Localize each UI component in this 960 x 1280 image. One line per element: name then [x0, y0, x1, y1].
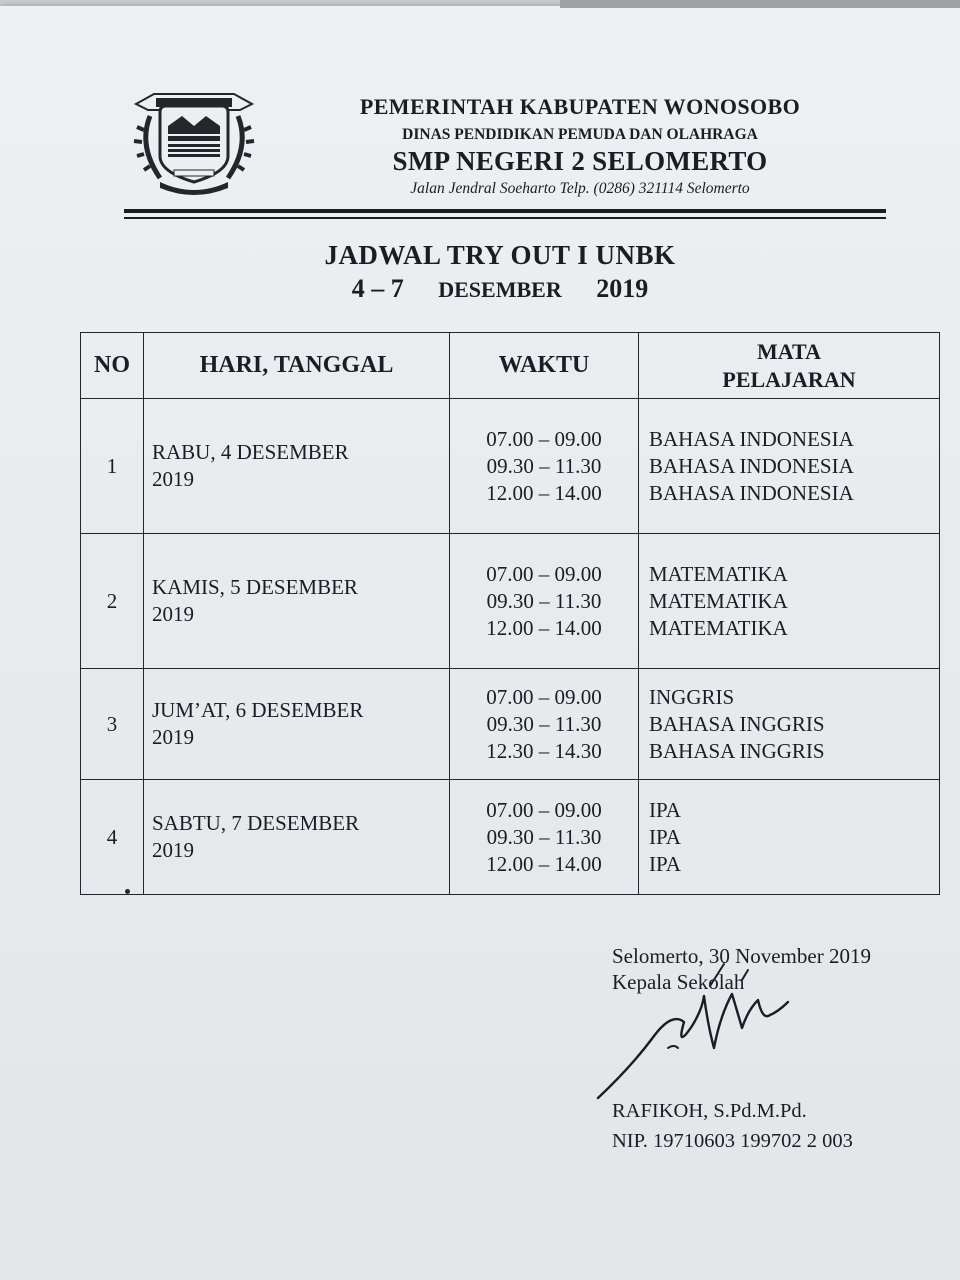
- row-number: 4: [81, 780, 144, 895]
- date-range-days: 4 – 7: [351, 274, 404, 303]
- row-number: 3: [81, 669, 144, 780]
- column-header-no: NO: [81, 333, 144, 399]
- letterhead-department: DINAS PENDIDIKAN PEMUDA DAN OLAHRAGA: [402, 126, 758, 143]
- table-row: [81, 780, 940, 895]
- row-day-date: SABTU, 7 DESEMBER 2019: [144, 780, 450, 895]
- letterhead-government: PEMERINTAH KABUPATEN WONOSOBO: [359, 94, 801, 119]
- background-strip: [560, 0, 960, 8]
- date-range-year: 2019: [596, 274, 649, 303]
- column-header-time: WAKTU: [450, 333, 639, 399]
- row-subjects: INGGRIS BAHASA INGGRIS BAHASA INGGRIS: [639, 669, 940, 780]
- column-header-subject: MATA PELAJARAN: [639, 333, 940, 399]
- document-date-range: [250, 274, 750, 304]
- row-subjects: MATEMATIKA MATEMATIKA MATEMATIKA: [639, 534, 940, 669]
- signatory-name: RAFIKOH, S.Pd.M.Pd.: [612, 1100, 807, 1122]
- row-day-date: KAMIS, 5 DESEMBER 2019: [144, 534, 450, 669]
- row-subjects: IPA IPA IPA: [639, 780, 940, 895]
- letterhead-school-name: SMP NEGERI 2 SELOMERTO: [392, 146, 768, 176]
- regency-emblem-icon: [130, 86, 258, 198]
- letterhead-divider-thick: [124, 209, 886, 213]
- signature-place-date: Selomerto, 30 November 2019: [612, 944, 871, 968]
- signature-position: Kepala Sekolah: [612, 970, 745, 994]
- row-day-date: RABU, 4 DESEMBER 2019: [144, 399, 450, 534]
- row-day-date: JUM’AT, 6 DESEMBER 2019: [144, 669, 450, 780]
- row-times: 07.00 – 09.00 09.30 – 11.30 12.30 – 14.30: [450, 669, 639, 780]
- table-row: [81, 669, 940, 780]
- signatory-nip: NIP. 19710603 199702 2 003: [612, 1130, 853, 1152]
- row-number: 1: [81, 399, 144, 534]
- letterhead-address: Jalan Jendral Soeharto Telp. (0286) 321114 Selomerto: [410, 180, 750, 197]
- column-header-day-date: HARI, TANGGAL: [144, 333, 450, 399]
- row-times: 07.00 – 09.00 09.30 – 11.30 12.00 – 14.00: [450, 534, 639, 669]
- row-times: 07.00 – 09.00 09.30 – 11.30 12.00 – 14.00: [450, 780, 639, 895]
- schedule-table: [80, 332, 940, 895]
- row-subjects: BAHASA INDONESIA BAHASA INDONESIA BAHASA INDONESIA: [639, 399, 940, 534]
- document-page: [0, 6, 960, 1280]
- table-header-row: [81, 333, 940, 399]
- document-title: JADWAL TRY OUT I UNBK: [324, 240, 676, 270]
- table-row: [81, 399, 940, 534]
- row-number: 2: [81, 534, 144, 669]
- date-range-month: DESEMBER: [438, 277, 562, 302]
- handwritten-signature-icon: [592, 956, 812, 1106]
- letterhead-divider-thin: [124, 217, 886, 219]
- table-row: [81, 534, 940, 669]
- ink-dot: [125, 889, 130, 894]
- row-times: 07.00 – 09.00 09.30 – 11.30 12.00 – 14.00: [450, 399, 639, 534]
